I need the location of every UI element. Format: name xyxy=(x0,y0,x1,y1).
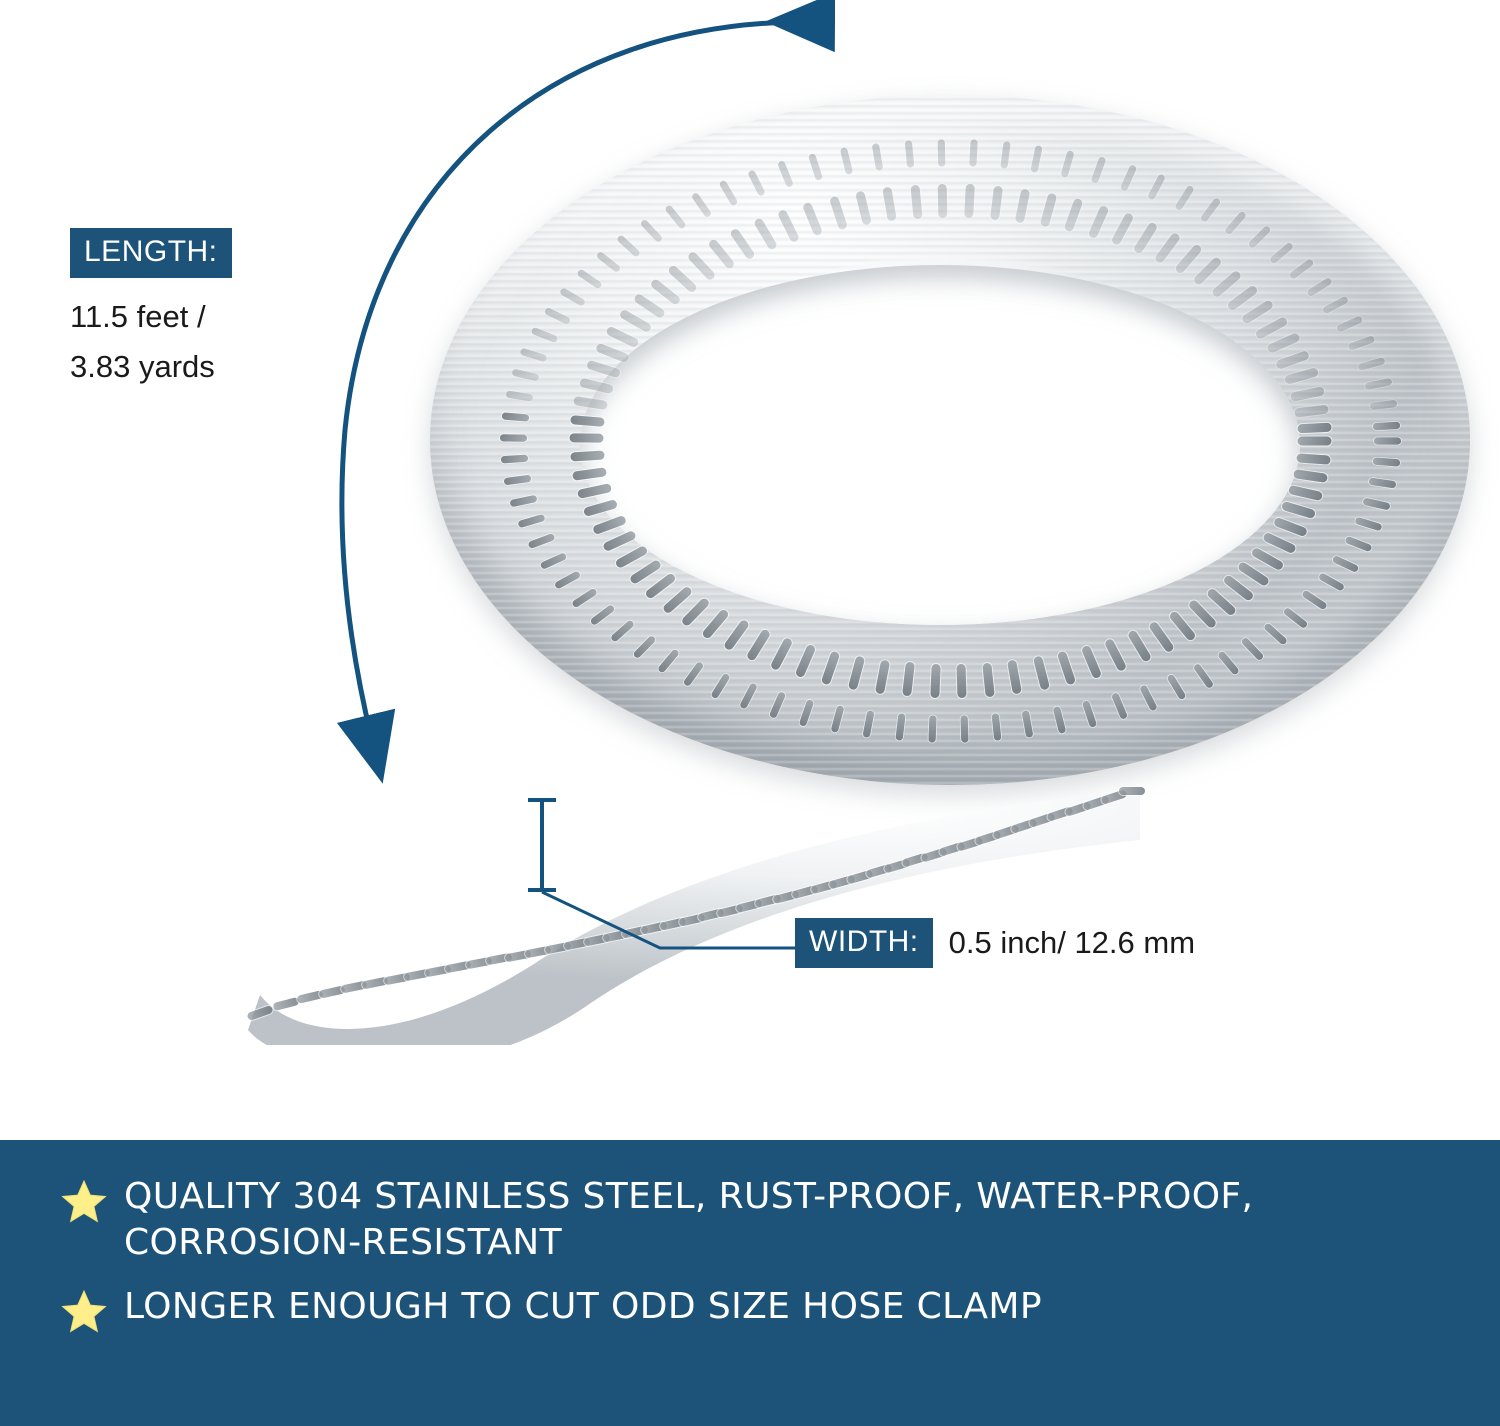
feature-banner xyxy=(0,1140,1500,1426)
star-icon xyxy=(60,1288,108,1336)
feature-item xyxy=(60,1174,1440,1266)
length-value-line-2: 3.83 yards xyxy=(70,348,215,384)
width-value: 0.5 inch/ 12.6 mm xyxy=(948,925,1196,960)
length-tag: LENGTH: xyxy=(70,228,232,278)
feature-text: QUALITY 304 STAINLESS STEEL, RUST-PROOF, WATER-PROOF, CORROSION-RESISTANT xyxy=(124,1176,1254,1264)
width-tag: WIDTH: xyxy=(795,918,933,968)
length-arrow-icon xyxy=(250,0,870,800)
length-value-line-1: 11.5 feet / xyxy=(70,299,206,334)
feature-text: LONGER ENOUGH TO CUT ODD SIZE HOSE CLAMP xyxy=(124,1286,1043,1328)
length-values xyxy=(70,292,370,391)
width-leader-icon xyxy=(520,780,820,970)
length-annotation xyxy=(70,228,370,391)
feature-item xyxy=(60,1284,1440,1336)
star-icon xyxy=(60,1178,108,1226)
width-annotation xyxy=(795,918,1195,968)
